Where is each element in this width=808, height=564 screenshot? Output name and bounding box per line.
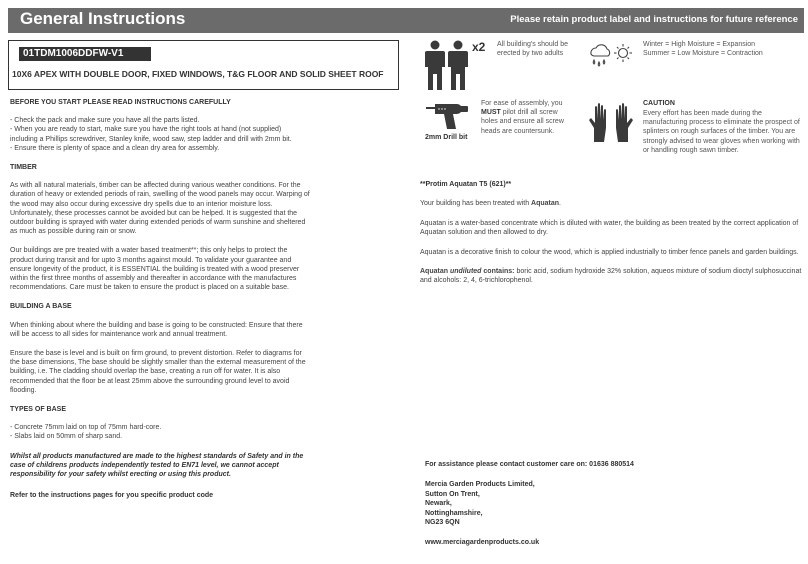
page-title: General Instructions [20, 9, 186, 28]
timber-paragraph-2: Our buildings are pre treated with a water based treatment**; this only helps to protect the product during transit and for upto 3 months against mould. To validate your guarantee and ensure longevity of the product, it is ESSENTIAL the building is treated with a wood preserver within the first three months of assembly and thereafter in accordance with the manufactures recommendations. Care must be taken to ensure the product is placed on a suitable base. [10, 247, 300, 292]
before-start-line: - Check the pack and make sure you have all the parts listed. [10, 117, 200, 125]
safety-note: Whilst all products manufactured are made to the highest standards of Safety and in the case of childrens products independently tested to EN71 level, we cannot accept responsibility for your safety whilst erecting or using this product. [10, 452, 304, 479]
protim-p1-pre: Your building has been treated with [420, 200, 532, 208]
protim-p4-italic: undiluted [449, 268, 482, 276]
protim-paragraph-1 [420, 199, 805, 208]
before-start-line: - Ensure there is plenty of space and a clean dry area for assembly. [10, 144, 220, 152]
protim-p4-bold-1: Aquatan [420, 268, 450, 276]
two-adults-icon [424, 40, 470, 92]
protim-paragraph-3: Aquatan is a decorative finish to colour the wood, which is applied industrially to timber fence panels and garden buildings. [420, 248, 799, 256]
drill-must-text: MUST [481, 109, 501, 117]
timber-heading: TIMBER [10, 164, 37, 172]
drill-icon [426, 99, 470, 131]
protim-section [420, 180, 805, 293]
base-paragraph-1: When thinking about where the building and base is going to be constructed: Ensure that there will be access to all sides for maintenance work and annual treatment. [10, 321, 303, 338]
company-address [425, 480, 634, 527]
caution-text: Every effort has been made during the manufacturing process to eliminate the prospect of splinters on rough surfaces of the timber. You are strongly advised to wear gloves when working with or handling rough sawn timber. [643, 110, 800, 154]
website-link[interactable]: www.merciagardenproducts.co.uk [425, 539, 540, 547]
address-line: Mercia Garden Products Limited, [425, 481, 535, 489]
caution-heading: CAUTION [643, 100, 675, 107]
product-code: 01TDM1006DDFW-V1 [19, 47, 151, 61]
protim-paragraph-4 [420, 267, 805, 286]
base-type-line: - Concrete 75mm laid on top of 75mm hard-core. [10, 424, 162, 432]
protim-p1-post: . [559, 200, 561, 208]
page-subtitle: Please retain product label and instructions for future reference [510, 14, 798, 25]
product-box [8, 40, 399, 90]
left-column [10, 98, 310, 508]
drill-pre-text: For ease of assembly, you [481, 100, 563, 107]
drill-post-text: pilot drill all screw holes and ensure all screw heads are countersunk. [481, 109, 564, 135]
address-line: Newark, [425, 500, 452, 508]
address-line: NG23 6QN [425, 519, 460, 527]
header-bar [8, 8, 804, 33]
base-type-line: - Slabs laid on 50mm of sharp sand. [10, 433, 123, 441]
two-adults-count: x2 [472, 40, 486, 54]
two-adults-text: All building's should be erected by two adults [497, 41, 568, 58]
address-line: Sutton On Trent, [425, 490, 480, 498]
contact-section [425, 460, 634, 555]
protim-p4-bold-2: contains: [481, 268, 515, 276]
before-start-heading: BEFORE YOU START PLEASE READ INSTRUCTIONS CAREFULLY [10, 99, 231, 106]
base-paragraph-2: Ensure the base is level and is built on firm ground, to prevent distortion. Refer to diagrams for the base dimensions, The base should be slightly smaller than the external measurement of the building, i.e. The cladding should overlap the base, creating a run off for water. It is also recommended that the floor be at least 25mm above the surrounding ground level to avoid flooding. [10, 350, 306, 394]
before-start-line: - When you are ready to start, make sure you have the right tools at hand (not supplied) including a Phillips screwdriver, Stanley knife, wood saw, step ladder and drill with 2mm bit. [10, 126, 292, 143]
protim-paragraph-2: Aquatan is a water-based concentrate which is diluted with water, the building as been treated by the correct application of Aquatan solution and then allowed to dry. [420, 219, 799, 237]
moisture-line-2: Summer = Low Moisture = Contraction [643, 50, 763, 57]
timber-paragraph-1: As with all natural materials, timber can be affected during various weather conditions. For the duration of heavy or extended periods of rain, swelling of the wood panels may occur. Warping of the wood may also occur during excessive dry spells due to an interior moisture loss. Unfortunately, these processes cannot be avoided but can be helped. It is suggested that the outdoor building is sprayed with water during extended periods of warm sunshine and sheltered as much as possible during rain or snow. [10, 182, 310, 236]
drill-instructions [481, 99, 576, 136]
protim-p4-text: boric acid, sodium hydroxide 32% solution, aqueos mixture of sodium dioctyl sulphosuccinat and alcohols: 2, 4, 6-trichlorophenol. [420, 268, 802, 285]
weather-icon [588, 40, 634, 70]
base-heading: BUILDING A BASE [10, 303, 72, 311]
customer-care-line: For assistance please contact customer care on: 01636 880514 [425, 461, 634, 468]
base-types-list [10, 423, 310, 441]
address-line: Nottinghamshire, [425, 509, 483, 517]
before-start-list [10, 116, 310, 153]
gloves-icon [588, 98, 634, 142]
base-types-heading: TYPES OF BASE [10, 406, 67, 414]
refer-note: Refer to the instructions pages for you specific product code [10, 492, 214, 500]
protim-p1-bold: Aquatan [531, 200, 560, 208]
moisture-line-1: Winter = High Moisture = Expansion [643, 41, 756, 48]
product-description: 10X6 APEX WITH DOUBLE DOOR, FIXED WINDOWS, T&G FLOOR AND SOLID SHEET ROOF [12, 69, 384, 79]
drill-bit-label: 2mm Drill bit [425, 134, 468, 141]
protim-heading: **Protim Aquatan T5 (621)** [420, 181, 512, 188]
